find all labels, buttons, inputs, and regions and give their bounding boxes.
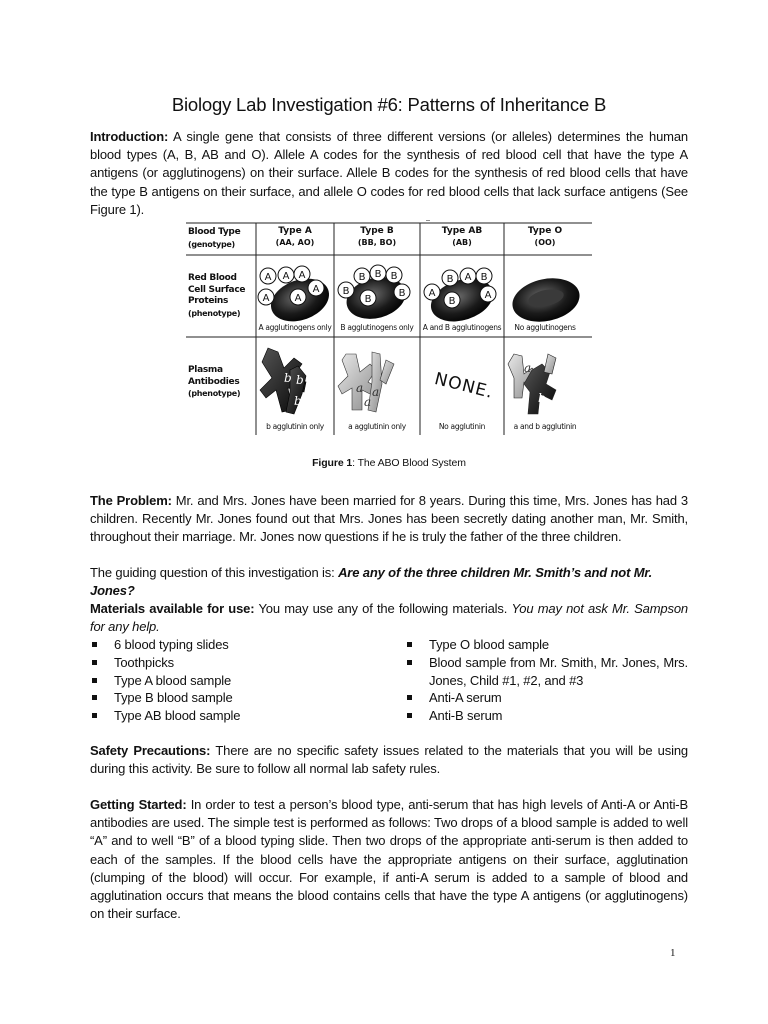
svg-text:A: A (294, 293, 302, 304)
row-header-blood-type: Blood Type (genotype) (188, 227, 241, 249)
safety-paragraph (90, 742, 688, 778)
svg-text:B: B (364, 294, 372, 305)
row-header-plasma: Plasma Antibodies (phenotype) (188, 365, 241, 398)
svg-text:A: A (282, 271, 290, 282)
svg-text:B: B (480, 272, 488, 283)
type-b-red-cell (338, 265, 410, 325)
svg-text:B: B (446, 274, 454, 285)
getting-started-text: In order to test a person’s blood type, anti-serum that has high levels of Anti-A or Anti-B antibodies are used. The simple test is performed as follows: Two drops of a blood sample is added to well “A” and to well “B” of a blood typing slide. Then two drops of the appropriate anti-serum is then added to each of the samples. If the blood cells have the appropriate antigens on their surface, agglutination (clumping of the blood) will occur. For example, if anti-A serum is added to a sample of blood and agglutination occurs that means the blood contains cells that have the type A antigens (or agglutinogens) on their surface. (90, 797, 689, 922)
safety-heading: Safety Precautions: (90, 743, 211, 758)
plasma-label-type-ab: No agglutinin (438, 422, 486, 431)
figure-caption (186, 457, 592, 469)
guiding-question-lead: The guiding question of this investigation is: (90, 565, 339, 580)
introduction-text: A single gene that consists of three different versions (or alleles) determines the human blood types (A, B, AB and O). Allele A codes for the synthesis of red blood cell that have the type A antigens (or agglutinogens) on their surface. Allele B codes for the synthesis of red blood cells that have the type B antigens on their surface, and allele O codes for red blood cells that lack surface antigens (See Figure 1). (90, 129, 688, 217)
svg-text:A: A (262, 293, 270, 304)
list-item: Toothpicks (90, 654, 370, 672)
svg-text:B: B (374, 269, 382, 280)
svg-text:B: B (398, 288, 406, 299)
col-header-type-ab: Type AB (AB) (441, 226, 483, 247)
svg-text:a: a (356, 381, 364, 395)
list-item: Type AB blood sample (90, 707, 370, 725)
svg-text:A: A (428, 288, 436, 299)
problem-paragraph (90, 492, 688, 547)
type-o-red-cell (508, 272, 583, 327)
problem-text: Mr. and Mrs. Jones have been married for 8 years. During this time, Mrs. Jones has had 3 children. Recently Mr. Jones found out that Mrs. Jones has been secretly dating another man, Mr. Smith, throughout their marriage. Mr. Jones now questions if he is truly the father of the three children. (90, 493, 689, 545)
type-ab-red-cell (424, 268, 499, 329)
col-header-type-o: Type O (OO) (527, 226, 563, 247)
type-a-plasma-antibodies (260, 348, 306, 414)
row-header-red-cell: Red Blood Cell Surface Proteins (phenotype) (188, 273, 246, 318)
svg-text:b: b (284, 371, 292, 385)
page-title: Biology Lab Investigation #6: Patterns of Inheritance B (171, 94, 607, 115)
svg-text:B: B (342, 286, 350, 297)
svg-text:a: a (524, 361, 532, 375)
svg-text:b: b (294, 394, 302, 408)
introduction-paragraph (90, 128, 688, 219)
svg-text:A: A (264, 272, 272, 283)
materials-text: You may use any of the following materials. (258, 601, 512, 616)
cell-label-type-o: No agglutinogens (514, 323, 576, 332)
col-header-type-b: Type B (BB, BO) (357, 226, 397, 247)
materials-list-left (90, 636, 370, 725)
list-item: 6 blood typing slides (90, 636, 370, 654)
type-o-plasma-antibodies (508, 354, 556, 414)
abo-figure (186, 220, 592, 442)
svg-text:B: B (448, 296, 456, 307)
page-number: 1 (670, 947, 676, 959)
list-item: Type A blood sample (90, 672, 370, 690)
materials-paragraph (90, 600, 688, 636)
svg-text:b: b (538, 391, 546, 405)
type-b-plasma-antibodies (338, 352, 394, 412)
list-item: Blood sample from Mr. Smith, Mr. Jones, Mrs. Jones, Child #1, #2, and #3 (405, 654, 688, 690)
problem-heading: The Problem: (90, 493, 172, 508)
svg-text:A: A (312, 284, 320, 295)
svg-text:a: a (364, 395, 372, 409)
plasma-label-type-b: a agglutinin only (348, 422, 406, 431)
type-a-red-cell (258, 266, 335, 329)
getting-started-heading: Getting Started: (90, 797, 187, 812)
list-item: Type B blood sample (90, 689, 370, 707)
introduction-heading: Introduction: (90, 129, 169, 144)
getting-started-paragraph (90, 796, 688, 923)
cell-label-type-b: B agglutinogens only (340, 323, 414, 332)
svg-text:A: A (464, 272, 472, 283)
guiding-question-paragraph (90, 564, 688, 600)
list-item: Anti-B serum (405, 707, 688, 725)
safety-text: There are no specific safety issues related to the materials that you will be using during this activity. Be sure to follow all normal lab safety rules. (90, 743, 689, 777)
materials-heading: Materials available for use: (90, 601, 255, 616)
figure-caption-text: : The ABO Blood System (352, 457, 466, 469)
materials-list-right (405, 636, 688, 725)
svg-text:A: A (298, 270, 306, 281)
svg-text:B: B (358, 272, 366, 283)
col-header-type-a: Type A (AA, AO) (275, 226, 315, 247)
svg-text:b: b (296, 373, 304, 387)
cell-label-type-a: A agglutinogens only (258, 323, 332, 332)
svg-text:A: A (484, 290, 492, 301)
plasma-label-type-o: a and b agglutinin (513, 422, 577, 431)
svg-text:a: a (372, 385, 380, 399)
list-item: Anti-A serum (405, 689, 688, 707)
svg-text:B: B (390, 271, 398, 282)
none-handwritten-text: NONE. (432, 369, 496, 403)
plasma-label-type-a: b agglutinin only (266, 422, 324, 431)
guiding-question: Are any of the three children Mr. Smith’s and not Mr. Jones? (90, 565, 653, 599)
list-item: Type O blood sample (405, 636, 688, 654)
figure-caption-label: Figure 1 (312, 457, 353, 469)
materials-note: You may not ask Mr. Sampson for any help. (90, 601, 688, 635)
cell-label-type-ab: A and B agglutinogens (422, 323, 502, 332)
